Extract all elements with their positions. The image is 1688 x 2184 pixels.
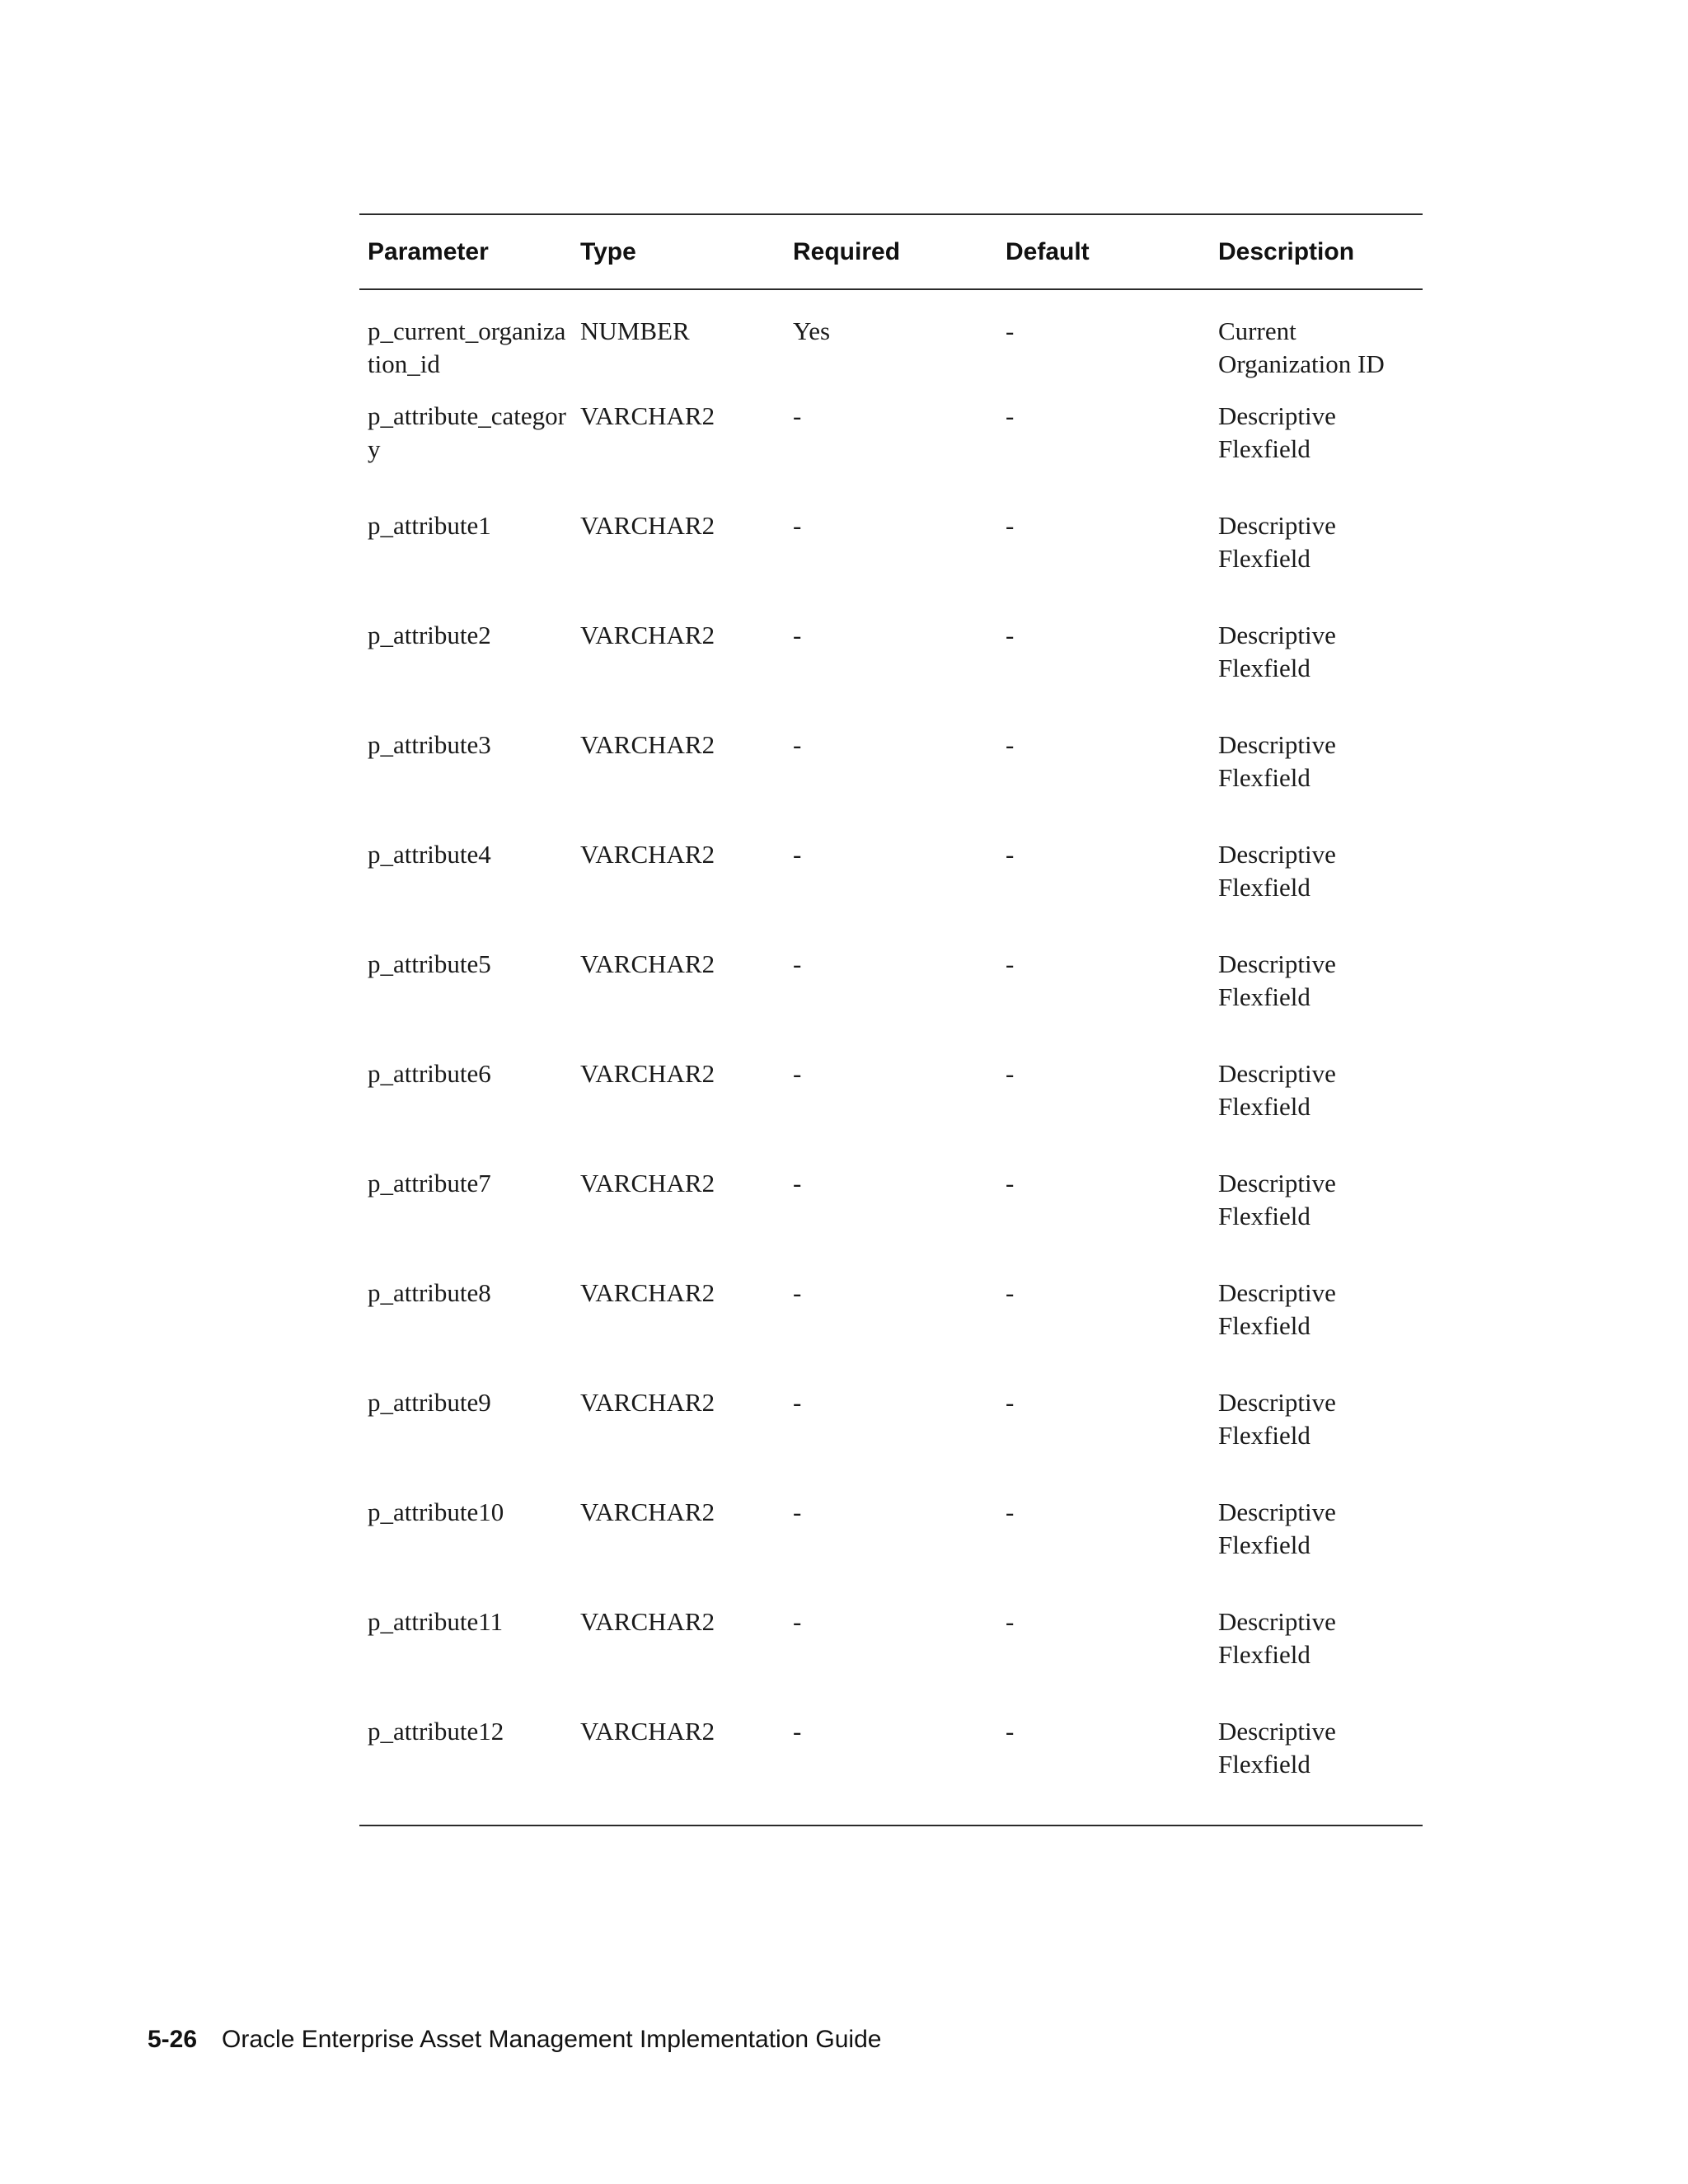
table-row bbox=[359, 400, 1423, 509]
header-row bbox=[359, 214, 1423, 289]
cell-required: - bbox=[793, 401, 802, 430]
cell-default: - bbox=[1006, 1497, 1015, 1526]
cell-description: Descriptive Flexfield bbox=[1218, 401, 1336, 463]
cell-required: - bbox=[793, 1169, 802, 1197]
table-row bbox=[359, 1605, 1423, 1715]
cell-type: VARCHAR2 bbox=[580, 1607, 715, 1636]
cell-default: - bbox=[1006, 1607, 1015, 1636]
cell-parameter: p_attribute_category bbox=[368, 401, 567, 463]
cell-type: VARCHAR2 bbox=[580, 621, 715, 649]
cell-type: VARCHAR2 bbox=[580, 1388, 715, 1417]
cell-parameter: p_attribute11 bbox=[368, 1607, 504, 1636]
cell-description: Descriptive Flexfield bbox=[1218, 1278, 1336, 1340]
table-row bbox=[359, 1277, 1423, 1386]
cell-type: VARCHAR2 bbox=[580, 1497, 715, 1526]
table-row bbox=[359, 729, 1423, 838]
cell-default: - bbox=[1006, 949, 1015, 978]
cell-type: VARCHAR2 bbox=[580, 840, 715, 869]
cell-parameter: p_current_organization_id bbox=[368, 316, 566, 378]
header-default: Default bbox=[1006, 237, 1090, 265]
cell-parameter: p_attribute3 bbox=[368, 730, 491, 759]
cell-required: - bbox=[793, 1717, 802, 1746]
header-type: Type bbox=[580, 237, 636, 265]
table-row bbox=[359, 1386, 1423, 1496]
cell-required: Yes bbox=[793, 316, 831, 345]
cell-description: Descriptive Flexfield bbox=[1218, 621, 1336, 682]
cell-default: - bbox=[1006, 1059, 1015, 1088]
page-footer bbox=[148, 2026, 881, 2054]
cell-required: - bbox=[793, 1497, 802, 1526]
cell-parameter: p_attribute5 bbox=[368, 949, 491, 978]
cell-default: - bbox=[1006, 511, 1015, 540]
parameter-table bbox=[359, 213, 1423, 1826]
table-row bbox=[359, 1167, 1423, 1277]
cell-required: - bbox=[793, 511, 802, 540]
cell-required: - bbox=[793, 621, 802, 649]
cell-required: - bbox=[793, 1388, 802, 1417]
cell-type: VARCHAR2 bbox=[580, 949, 715, 978]
cell-type: VARCHAR2 bbox=[580, 1169, 715, 1197]
cell-required: - bbox=[793, 1278, 802, 1307]
cell-default: - bbox=[1006, 1388, 1015, 1417]
cell-default: - bbox=[1006, 730, 1015, 759]
cell-description: Descriptive Flexfield bbox=[1218, 1497, 1336, 1559]
header-parameter: Parameter bbox=[368, 237, 489, 265]
cell-required: - bbox=[793, 1607, 802, 1636]
cell-type: VARCHAR2 bbox=[580, 1059, 715, 1088]
cell-default: - bbox=[1006, 1717, 1015, 1746]
cell-parameter: p_attribute12 bbox=[368, 1717, 504, 1746]
cell-type: VARCHAR2 bbox=[580, 730, 715, 759]
cell-parameter: p_attribute9 bbox=[368, 1388, 491, 1417]
cell-parameter: p_attribute8 bbox=[368, 1278, 491, 1307]
header-description: Description bbox=[1218, 237, 1355, 265]
cell-required: - bbox=[793, 840, 802, 869]
cell-default: - bbox=[1006, 621, 1015, 649]
cell-description: Descriptive Flexfield bbox=[1218, 1059, 1336, 1121]
cell-description: Descriptive Flexfield bbox=[1218, 1388, 1336, 1450]
cell-type: VARCHAR2 bbox=[580, 1278, 715, 1307]
cell-parameter: p_attribute10 bbox=[368, 1497, 504, 1526]
cell-description: Descriptive Flexfield bbox=[1218, 511, 1336, 573]
table-body bbox=[359, 289, 1423, 1825]
cell-default: - bbox=[1006, 1169, 1015, 1197]
cell-parameter: p_attribute7 bbox=[368, 1169, 491, 1197]
header-required: Required bbox=[793, 237, 901, 265]
cell-description: Descriptive Flexfield bbox=[1218, 730, 1336, 792]
cell-description: Descriptive Flexfield bbox=[1218, 1607, 1336, 1669]
cell-default: - bbox=[1006, 401, 1015, 430]
cell-required: - bbox=[793, 949, 802, 978]
cell-type: VARCHAR2 bbox=[580, 511, 715, 540]
cell-description: Descriptive Flexfield bbox=[1218, 1169, 1336, 1230]
cell-type: VARCHAR2 bbox=[580, 401, 715, 430]
cell-parameter: p_attribute2 bbox=[368, 621, 491, 649]
table-row bbox=[359, 1496, 1423, 1605]
cell-description: Descriptive Flexfield bbox=[1218, 840, 1336, 902]
cell-default: - bbox=[1006, 840, 1015, 869]
cell-default: - bbox=[1006, 1278, 1015, 1307]
cell-required: - bbox=[793, 1059, 802, 1088]
cell-description: Descriptive Flexfield bbox=[1218, 1717, 1336, 1779]
page-number: 5-26 bbox=[148, 2026, 198, 2053]
book-title: Oracle Enterprise Asset Management Implementation Guide bbox=[222, 2026, 882, 2053]
table-row bbox=[359, 948, 1423, 1057]
table-row bbox=[359, 1715, 1423, 1825]
cell-description: Current Organization ID bbox=[1218, 316, 1385, 378]
cell-parameter: p_attribute4 bbox=[368, 840, 491, 869]
cell-default: - bbox=[1006, 316, 1015, 345]
table-header bbox=[359, 214, 1423, 289]
cell-parameter: p_attribute6 bbox=[368, 1059, 491, 1088]
cell-required: - bbox=[793, 730, 802, 759]
table-row bbox=[359, 838, 1423, 948]
cell-type: VARCHAR2 bbox=[580, 1717, 715, 1746]
table-row bbox=[359, 619, 1423, 729]
table-row bbox=[359, 509, 1423, 619]
cell-type: NUMBER bbox=[580, 316, 690, 345]
cell-parameter: p_attribute1 bbox=[368, 511, 491, 540]
table-row bbox=[359, 1057, 1423, 1167]
table-row bbox=[359, 289, 1423, 400]
cell-description: Descriptive Flexfield bbox=[1218, 949, 1336, 1011]
